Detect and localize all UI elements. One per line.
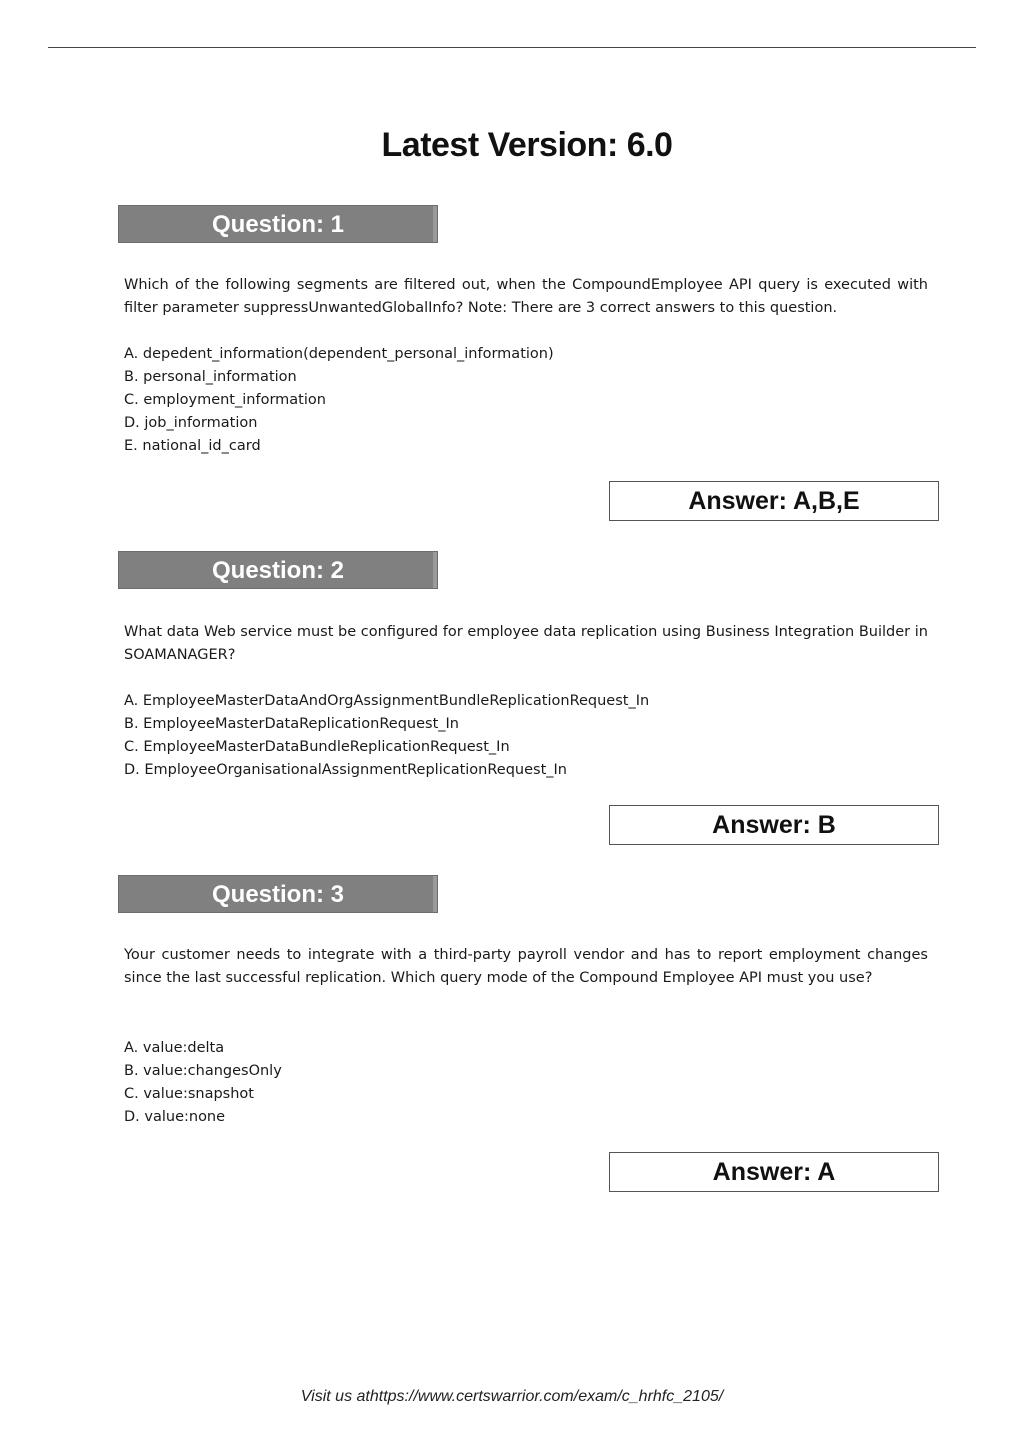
question-3-options xyxy=(124,1037,928,1129)
option-d: D. EmployeeOrganisationalAssignmentReplicationRequest_In xyxy=(124,762,567,778)
option-a: A. value:delta xyxy=(124,1040,225,1056)
page-title: Latest Version: 6.0 xyxy=(381,126,673,164)
question-3-text: Your customer needs to integrate with a third-party payroll vendor and has to report employment changes since the last successful replication. Which query mode of the Compound Employee API must you use? xyxy=(124,947,928,986)
option-b: B. value:changesOnly xyxy=(124,1063,282,1079)
question-3-answer: Answer: A xyxy=(609,1152,939,1192)
question-1-options xyxy=(124,343,928,458)
option-c: C. value:snapshot xyxy=(124,1086,254,1102)
footer-visit-link[interactable]: Visit us athttps://www.certswarrior.com/exam/c_hrhfc_2105/ xyxy=(300,1388,724,1405)
option-c: C. employment_information xyxy=(124,392,326,408)
top-divider xyxy=(48,47,976,48)
question-2-answer: Answer: B xyxy=(609,805,939,845)
question-1-text: Which of the following segments are filtered out, when the CompoundEmployee API query is executed with filter parameter suppressUnwantedGlobalInfo? Note: There are 3 correct answers to this question. xyxy=(124,277,928,316)
option-a: A. EmployeeMasterDataAndOrgAssignmentBundleReplicationRequest_In xyxy=(124,693,650,709)
option-c: C. EmployeeMasterDataBundleReplicationRequest_In xyxy=(124,739,510,755)
question-2-header: Question: 2 xyxy=(118,551,438,589)
question-1-answer: Answer: A,B,E xyxy=(609,481,939,521)
option-d: D. job_information xyxy=(124,415,258,431)
question-3-header: Question: 3 xyxy=(118,875,438,913)
option-b: B. personal_information xyxy=(124,369,297,385)
question-1-header: Question: 1 xyxy=(118,205,438,243)
question-2-text: What data Web service must be configured for employee data replication using Business Integration Builder in SOAMANAGER? xyxy=(124,624,928,663)
option-b: B. EmployeeMasterDataReplicationRequest_In xyxy=(124,716,459,732)
option-a: A. depedent_information(dependent_personal_information) xyxy=(124,346,554,362)
option-d: D. value:none xyxy=(124,1109,226,1125)
question-2-options xyxy=(124,690,928,782)
option-e: E. national_id_card xyxy=(124,438,261,454)
